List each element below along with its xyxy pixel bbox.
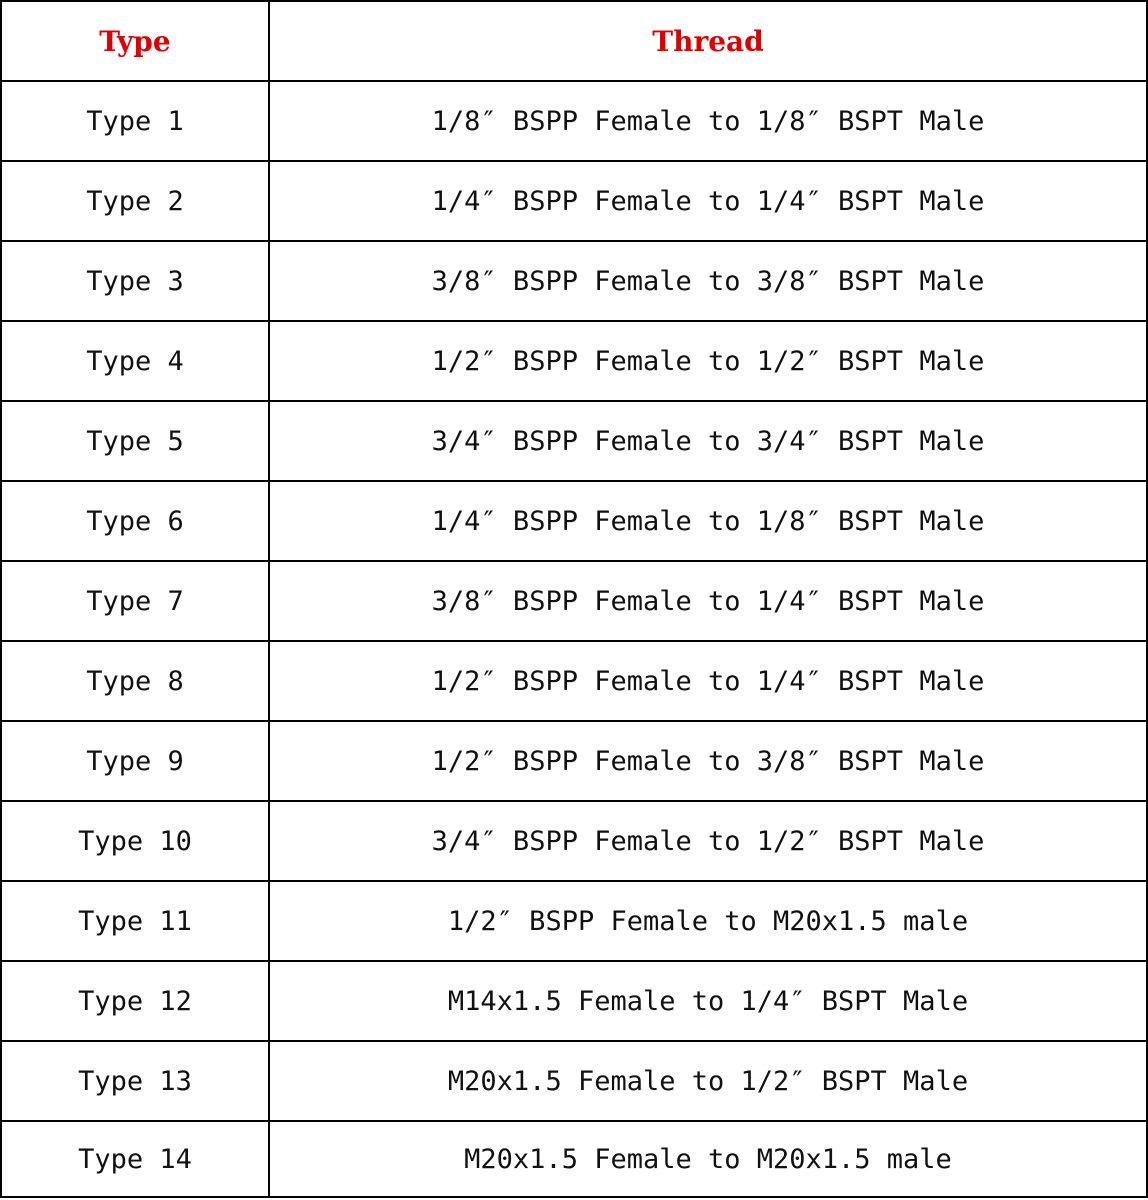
cell-type: Type 8 <box>1 641 269 721</box>
cell-type: Type 5 <box>1 401 269 481</box>
table-body <box>1 81 1147 1197</box>
table-row <box>1 881 1147 961</box>
cell-type: Type 13 <box>1 1041 269 1121</box>
cell-thread: 1/8″ BSPP Female to 1/8″ BSPT Male <box>269 81 1147 161</box>
table-header <box>1 1 1147 81</box>
cell-type: Type 1 <box>1 81 269 161</box>
column-header-thread: Thread <box>269 1 1147 81</box>
cell-thread: 1/4″ BSPP Female to 1/4″ BSPT Male <box>269 161 1147 241</box>
cell-type: Type 11 <box>1 881 269 961</box>
cell-thread: M20x1.5 Female to 1/2″ BSPT Male <box>269 1041 1147 1121</box>
cell-type: Type 7 <box>1 561 269 641</box>
cell-thread: 1/4″ BSPP Female to 1/8″ BSPT Male <box>269 481 1147 561</box>
table-row <box>1 401 1147 481</box>
cell-type: Type 2 <box>1 161 269 241</box>
cell-thread: 1/2″ BSPP Female to 1/2″ BSPT Male <box>269 321 1147 401</box>
cell-thread: 1/2″ BSPP Female to 1/4″ BSPT Male <box>269 641 1147 721</box>
table-row <box>1 481 1147 561</box>
table-row <box>1 1041 1147 1121</box>
cell-thread: M14x1.5 Female to 1/4″ BSPT Male <box>269 961 1147 1041</box>
table-row <box>1 321 1147 401</box>
cell-thread: 1/2″ BSPP Female to M20x1.5 male <box>269 881 1147 961</box>
table-row <box>1 641 1147 721</box>
table-row <box>1 561 1147 641</box>
table-row <box>1 161 1147 241</box>
cell-thread: 1/2″ BSPP Female to 3/8″ BSPT Male <box>269 721 1147 801</box>
table-row <box>1 961 1147 1041</box>
cell-thread: M20x1.5 Female to M20x1.5 male <box>269 1121 1147 1197</box>
cell-type: Type 4 <box>1 321 269 401</box>
cell-thread: 3/8″ BSPP Female to 3/8″ BSPT Male <box>269 241 1147 321</box>
table-row <box>1 801 1147 881</box>
cell-thread: 3/8″ BSPP Female to 1/4″ BSPT Male <box>269 561 1147 641</box>
cell-type: Type 14 <box>1 1121 269 1197</box>
table-row <box>1 1121 1147 1197</box>
table-row <box>1 81 1147 161</box>
cell-type: Type 10 <box>1 801 269 881</box>
cell-type: Type 12 <box>1 961 269 1041</box>
cell-type: Type 3 <box>1 241 269 321</box>
column-header-type: Type <box>1 1 269 81</box>
table-row <box>1 241 1147 321</box>
cell-type: Type 9 <box>1 721 269 801</box>
cell-type: Type 6 <box>1 481 269 561</box>
table-row <box>1 721 1147 801</box>
cell-thread: 3/4″ BSPP Female to 3/4″ BSPT Male <box>269 401 1147 481</box>
cell-thread: 3/4″ BSPP Female to 1/2″ BSPT Male <box>269 801 1147 881</box>
header-row <box>1 1 1147 81</box>
